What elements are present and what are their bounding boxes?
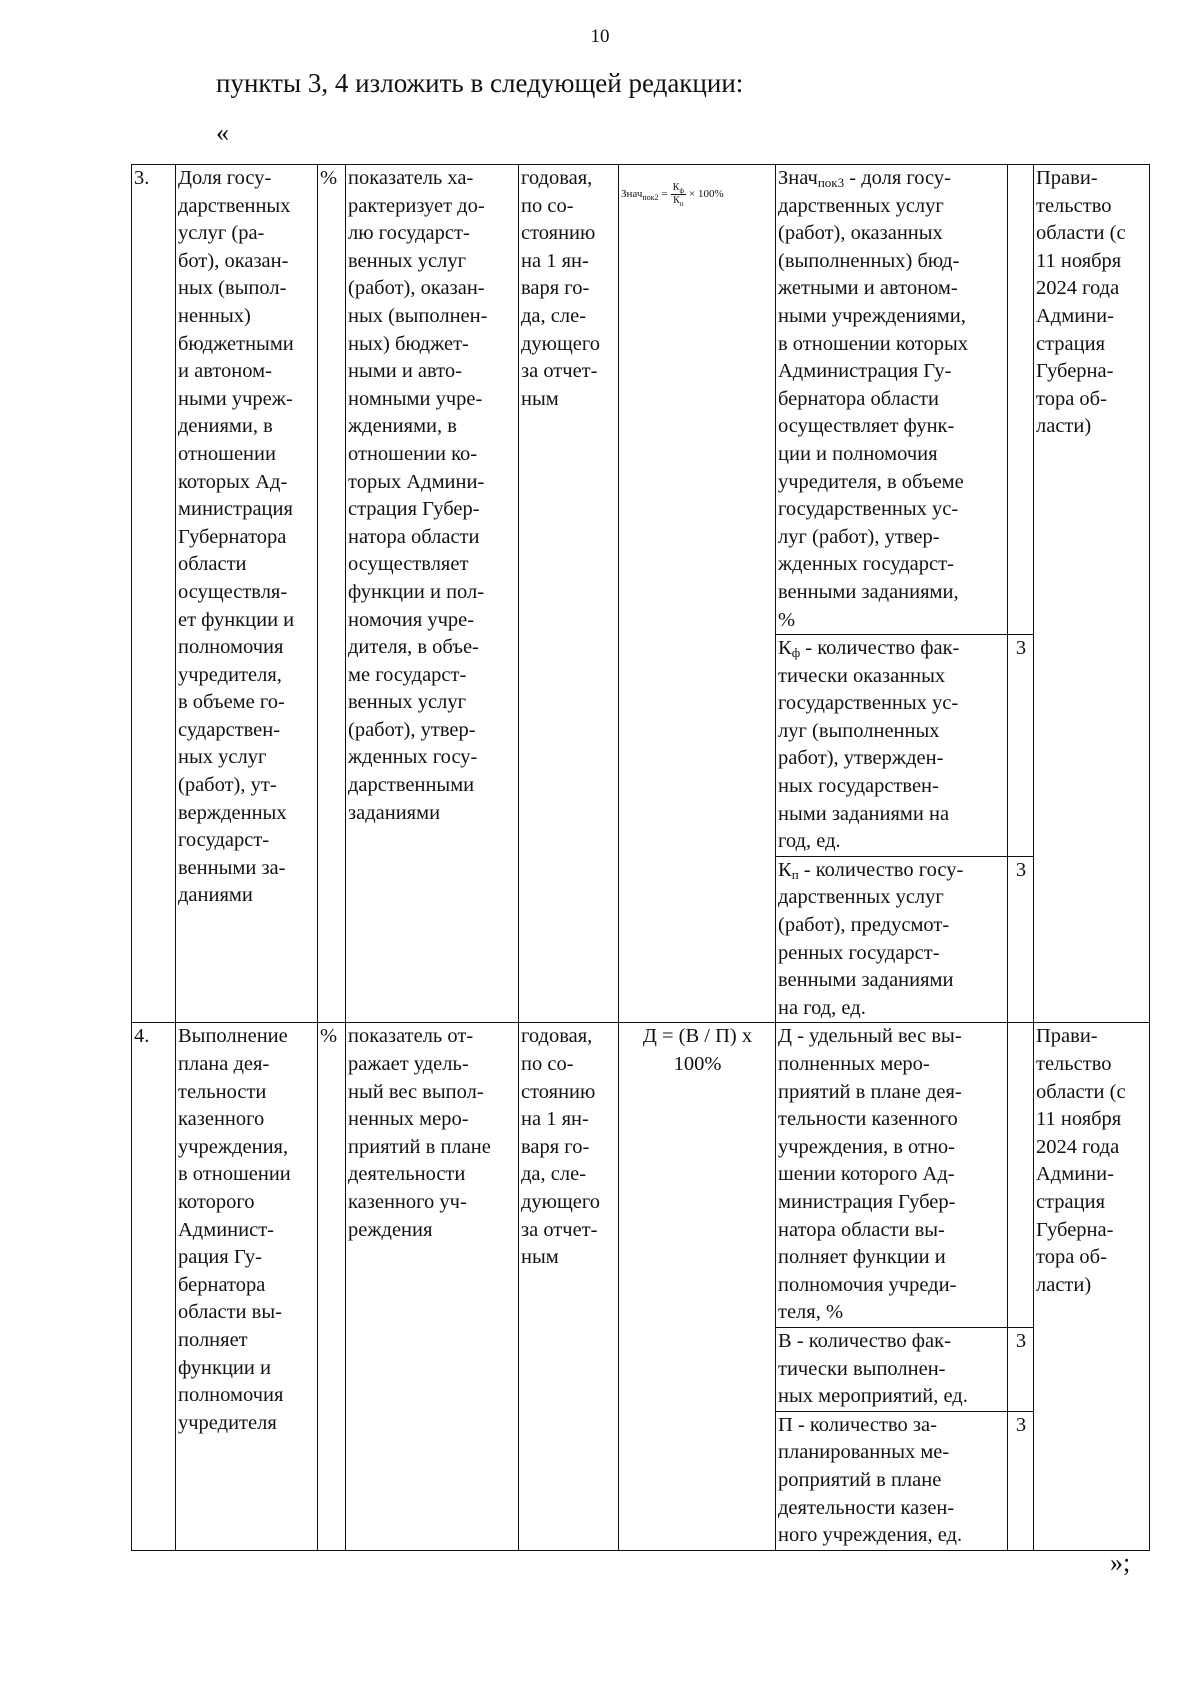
component-description-line: ных государствен- xyxy=(778,775,939,798)
indicator-description-line: функции и пол- xyxy=(348,580,485,603)
indicator-name-line: Губернатора xyxy=(178,525,287,548)
indicator-description-line: номными учре- xyxy=(348,387,483,410)
intro-text: пункты 3, 4 изложить в следующей редакции: xyxy=(216,68,744,98)
component-description-line: (работ), оказанных xyxy=(778,222,943,245)
indicator-name-line: ных (выпол- xyxy=(178,277,287,300)
component-description-line: (работ), предусмот- xyxy=(778,914,950,937)
indicator-name-line: полномочия xyxy=(178,1384,284,1407)
indicator-name-line: (работ), ут- xyxy=(178,774,277,797)
responsible-body-line: тельство xyxy=(1036,194,1112,217)
component-description-line: полненных меро- xyxy=(778,1053,930,1075)
responsible-body-line: области (с xyxy=(1036,1080,1126,1103)
component-description-line: министрация Губер- xyxy=(778,1190,956,1213)
component-description-line: жетными и автоном- xyxy=(778,277,958,300)
periodicity-line: варя го- xyxy=(521,277,590,300)
indicators-table xyxy=(131,164,1150,1551)
indicator-description-line: заданиями xyxy=(348,801,441,824)
component-description-line: приятий в плане дея- xyxy=(778,1080,962,1103)
indicator-description-line: номочия учре- xyxy=(348,608,475,631)
indicator-description-line: осуществляет xyxy=(348,553,469,576)
indicator-description-line: ный вес выпол- xyxy=(348,1080,484,1103)
responsible-body xyxy=(1034,165,1150,1023)
indicator-name-line: области вы- xyxy=(178,1301,282,1324)
component-description-line: дарственных услуг xyxy=(778,194,944,217)
responsible-body-line: 11 ноября xyxy=(1036,249,1122,272)
responsible-body-line: ласти) xyxy=(1036,1273,1092,1296)
indicator-description-line: лю государст- xyxy=(348,222,470,245)
responsible-body-line: Админи- xyxy=(1036,1163,1114,1186)
periodicity-line: стоянию xyxy=(521,1080,596,1103)
indicator-name-line: бот), оказан- xyxy=(178,249,289,272)
indicator-name-line: сударствен- xyxy=(178,718,281,741)
component-description-line: планированных ме- xyxy=(778,1441,950,1464)
component-description-line: осуществляет функ- xyxy=(778,415,955,438)
component-description xyxy=(776,1411,1008,1550)
component-description-line: учреждения, в отно- xyxy=(778,1135,956,1158)
formula xyxy=(619,165,776,1023)
responsible-body-line: области (с xyxy=(1036,222,1126,245)
responsible-body-line: тельство xyxy=(1036,1053,1112,1075)
responsible-body-line: тора об- xyxy=(1036,1246,1107,1269)
component-description xyxy=(776,165,1008,635)
component-code xyxy=(1008,1023,1034,1328)
component-description-line: ренных государст- xyxy=(778,941,940,964)
row-number: 3. xyxy=(132,165,176,1023)
component-description-line: луг (выполненных xyxy=(778,719,940,742)
responsible-body-line: Прави- xyxy=(1036,1025,1098,1048)
component-description-line: ными заданиями на xyxy=(778,802,950,825)
indicator-description-line: торых Админи- xyxy=(348,470,485,493)
responsible-body-line: Админи- xyxy=(1036,304,1114,327)
indicator-name-line: учреждения, xyxy=(178,1135,289,1158)
responsible-body xyxy=(1034,1023,1150,1550)
component-description-line: деятельности казен- xyxy=(778,1496,955,1519)
indicator-description-line: дарственными xyxy=(348,774,475,797)
indicator-description-line: натора области xyxy=(348,525,480,548)
periodicity-line: стоянию xyxy=(521,222,596,245)
indicator-name-line: учредителя, xyxy=(178,663,282,686)
indicator-description-line: жденных госу- xyxy=(348,746,478,769)
indicator-name-line: полняет xyxy=(178,1328,248,1351)
indicator-description-line: реждения xyxy=(348,1218,433,1241)
indicator-name-line: плана дея- xyxy=(178,1053,270,1075)
indicator-name-line: венными за- xyxy=(178,856,286,879)
component-description-line: ных мероприятий, ед. xyxy=(778,1385,968,1408)
periodicity-line: варя го- xyxy=(521,1135,590,1158)
indicator-name-line: даниями xyxy=(178,884,253,907)
indicator-description-line: ными и авто- xyxy=(348,360,462,383)
component-description xyxy=(776,856,1008,1023)
periodicity-line: дующего xyxy=(521,332,601,355)
indicator-name-line: услуг (ра- xyxy=(178,222,265,245)
unit: % xyxy=(318,165,346,1023)
closing-quote: »; xyxy=(1110,1548,1131,1577)
component-description xyxy=(776,635,1008,857)
responsible-body-line: 2024 года xyxy=(1036,277,1120,300)
indicator-name-line: бернатора xyxy=(178,1273,266,1296)
indicator-name-line: ненных) xyxy=(178,304,251,327)
periodicity-line: дующего xyxy=(521,1190,601,1213)
component-description-line: Администрация Гу- xyxy=(778,360,952,383)
indicator-description-line: рактеризует до- xyxy=(348,194,485,217)
component-description-line: год, ед. xyxy=(778,830,841,853)
responsible-body-line: ласти) xyxy=(1036,415,1092,438)
indicator-name-line: вержденных xyxy=(178,801,287,824)
indicator-name-line: осуществля- xyxy=(178,580,288,603)
indicator-name-line: Выполнение xyxy=(178,1025,288,1048)
indicator-name-line: дениями, в xyxy=(178,415,273,438)
indicator-description-line: отношении ко- xyxy=(348,442,478,465)
indicator-name-line: казенного xyxy=(178,1108,265,1131)
indicator-description xyxy=(346,165,519,1023)
responsible-body-line: Губерна- xyxy=(1036,360,1114,383)
indicator-name xyxy=(176,165,318,1023)
indicator-description-line: ных (выполнен- xyxy=(348,304,488,327)
indicator-description-line: (работ), оказан- xyxy=(348,277,485,300)
indicator-description-line: приятий в плане xyxy=(348,1135,491,1158)
component-description-line: тельности казенного xyxy=(778,1108,958,1131)
component-description-line: $К_п$ - количество госу- xyxy=(778,858,964,882)
row-number: 4. xyxy=(132,1023,176,1550)
component-description xyxy=(776,1327,1008,1411)
component-code: 3 xyxy=(1008,1327,1034,1411)
indicator-description-line: ных) бюджет- xyxy=(348,332,469,355)
periodicity-line: за отчет- xyxy=(521,360,598,383)
indicator-name-line: Админист- xyxy=(178,1218,275,1241)
component-description-line: тически оказанных xyxy=(778,664,946,687)
indicator-name-line: министрация xyxy=(178,498,293,521)
indicator-name-line: отношении xyxy=(178,442,276,465)
component-description-line: венными заданиями xyxy=(778,969,954,992)
indicator-name-line: рация Гу- xyxy=(178,1246,262,1269)
component-description-line: дарственных услуг xyxy=(778,886,944,909)
component-description-line: венными заданиями, xyxy=(778,580,959,603)
indicator-name-line: и автоном- xyxy=(178,360,272,383)
component-description-line: государственных ус- xyxy=(778,692,959,715)
periodicity xyxy=(519,1023,619,1550)
indicator-name-line: функции и xyxy=(178,1356,271,1379)
component-description-line: В - количество фак- xyxy=(778,1329,951,1352)
periodicity-line: на 1 ян- xyxy=(521,249,589,272)
component-description-line: ции и полномочия xyxy=(778,442,938,465)
component-code: 3 xyxy=(1008,1411,1034,1550)
formula-expression: Знач$_{пок2}$ = $\frac{К_ф}{К_п}$ × 100% xyxy=(621,182,724,209)
table-row xyxy=(132,165,1150,635)
periodicity-line: да, сле- xyxy=(521,1163,587,1186)
formula-fraction: $\frac{К_ф}{К_п}$ xyxy=(672,182,684,209)
indicator-name-line: Доля госу- xyxy=(178,167,272,189)
component-description-line: государственных ус- xyxy=(778,498,959,521)
component-description-line: бернатора области xyxy=(778,387,939,410)
indicator-description-line: ме государст- xyxy=(348,663,467,686)
component-description-line: ного учреждения, ед. xyxy=(778,1524,963,1547)
indicator-description-line: показатель от- xyxy=(348,1025,474,1048)
component-description-line: полняет функции и xyxy=(778,1246,946,1269)
component-description-line: шении которого Ад- xyxy=(778,1163,955,1186)
responsible-body-line: 11 ноября xyxy=(1036,1108,1122,1131)
indicator-description-line: ражает удель- xyxy=(348,1053,469,1075)
component-description-line: роприятий в плане xyxy=(778,1468,942,1491)
component-description-line: на год, ед. xyxy=(778,996,866,1019)
component-description-line: луг (работ), утвер- xyxy=(778,525,940,548)
responsible-body-line: Губерна- xyxy=(1036,1218,1114,1241)
indicator-description-line: дителя, в объе- xyxy=(348,636,479,659)
indicator-name-line: государст- xyxy=(178,829,270,852)
indicator-name-line: ными учреж- xyxy=(178,387,293,410)
component-description xyxy=(776,1023,1008,1328)
indicator-name-line: области xyxy=(178,553,247,576)
component-description-line: Знач$_{пок3}$ - доля госу- xyxy=(778,167,951,190)
component-description-line: работ), утвержден- xyxy=(778,747,944,770)
indicator-description-line: (работ), утвер- xyxy=(348,718,476,741)
periodicity-line: за отчет- xyxy=(521,1218,598,1241)
component-code xyxy=(1008,165,1034,635)
component-description-line: $К_ф$ - количество фак- xyxy=(778,637,960,661)
indicator-description-line: ждениями, в xyxy=(348,415,457,438)
component-description-line: П - количество за- xyxy=(778,1413,937,1436)
component-description-line: в отношении которых xyxy=(778,332,968,355)
responsible-body-line: 2024 года xyxy=(1036,1135,1120,1158)
component-description-line: натора области вы- xyxy=(778,1218,945,1241)
indicator-name-line: в отношении xyxy=(178,1163,291,1186)
formula-expression: Д = (В / П) х 100% xyxy=(642,1025,753,1075)
opening-quote: « xyxy=(216,118,229,147)
indicator-description-line: венных услуг xyxy=(348,691,466,714)
periodicity-line: ным xyxy=(521,387,559,410)
responsible-body-line: страция xyxy=(1036,1190,1106,1213)
component-description-line: полномочия учреди- xyxy=(778,1273,957,1296)
component-description-line: теля, % xyxy=(778,1301,844,1324)
indicator-name-line: ных услуг xyxy=(178,746,267,769)
indicator-name-line: тельности xyxy=(178,1080,267,1103)
component-description-line: учредителя, в объеме xyxy=(778,470,964,493)
page-number: 10 xyxy=(590,26,610,47)
unit: % xyxy=(318,1023,346,1550)
periodicity-line: по со- xyxy=(521,1053,574,1075)
indicator-name-line: учредителя xyxy=(178,1411,277,1434)
component-code: 3 xyxy=(1008,856,1034,1023)
indicator-name-line: ет функции и xyxy=(178,608,295,631)
component-description-line: тически выполнен- xyxy=(778,1357,946,1380)
periodicity-line: на 1 ян- xyxy=(521,1108,589,1131)
indicator-description-line: деятельности xyxy=(348,1163,466,1186)
periodicity-line: годовая, xyxy=(521,167,593,189)
indicator-name-line: дарственных xyxy=(178,194,291,217)
periodicity-line: ным xyxy=(521,1246,559,1269)
indicator-name-line: полномочия xyxy=(178,636,284,659)
indicator-name-line: бюджетными xyxy=(178,332,294,355)
indicator-name-line: в объеме го- xyxy=(178,691,285,714)
indicator-description-line: венных услуг xyxy=(348,249,466,272)
responsible-body-line: Прави- xyxy=(1036,167,1098,189)
indicator-description-line: показатель ха- xyxy=(348,167,474,189)
indicator-description xyxy=(346,1023,519,1550)
indicator-description-line: ненных меро- xyxy=(348,1108,469,1131)
table-row xyxy=(132,1023,1150,1328)
indicator-name-line: которого xyxy=(178,1190,255,1213)
responsible-body-line: страция xyxy=(1036,332,1106,355)
component-description-line: жденных государст- xyxy=(778,553,954,576)
component-description-line: Д - удельный вес вы- xyxy=(778,1025,962,1048)
component-description-line: (выполненных) бюд- xyxy=(778,249,960,272)
periodicity-line: да, сле- xyxy=(521,304,587,327)
periodicity-line: годовая, xyxy=(521,1025,593,1048)
periodicity-line: по со- xyxy=(521,194,574,217)
responsible-body-line: тора об- xyxy=(1036,387,1107,410)
component-code: 3 xyxy=(1008,635,1034,857)
indicator-name-line: которых Ад- xyxy=(178,470,288,493)
component-description-line: % xyxy=(778,608,796,631)
formula xyxy=(619,1023,776,1550)
indicator-description-line: казенного уч- xyxy=(348,1190,467,1213)
indicator-name xyxy=(176,1023,318,1550)
periodicity xyxy=(519,165,619,1023)
component-description-line: ными учреждениями, xyxy=(778,304,966,327)
indicator-description-line: страция Губер- xyxy=(348,498,480,521)
